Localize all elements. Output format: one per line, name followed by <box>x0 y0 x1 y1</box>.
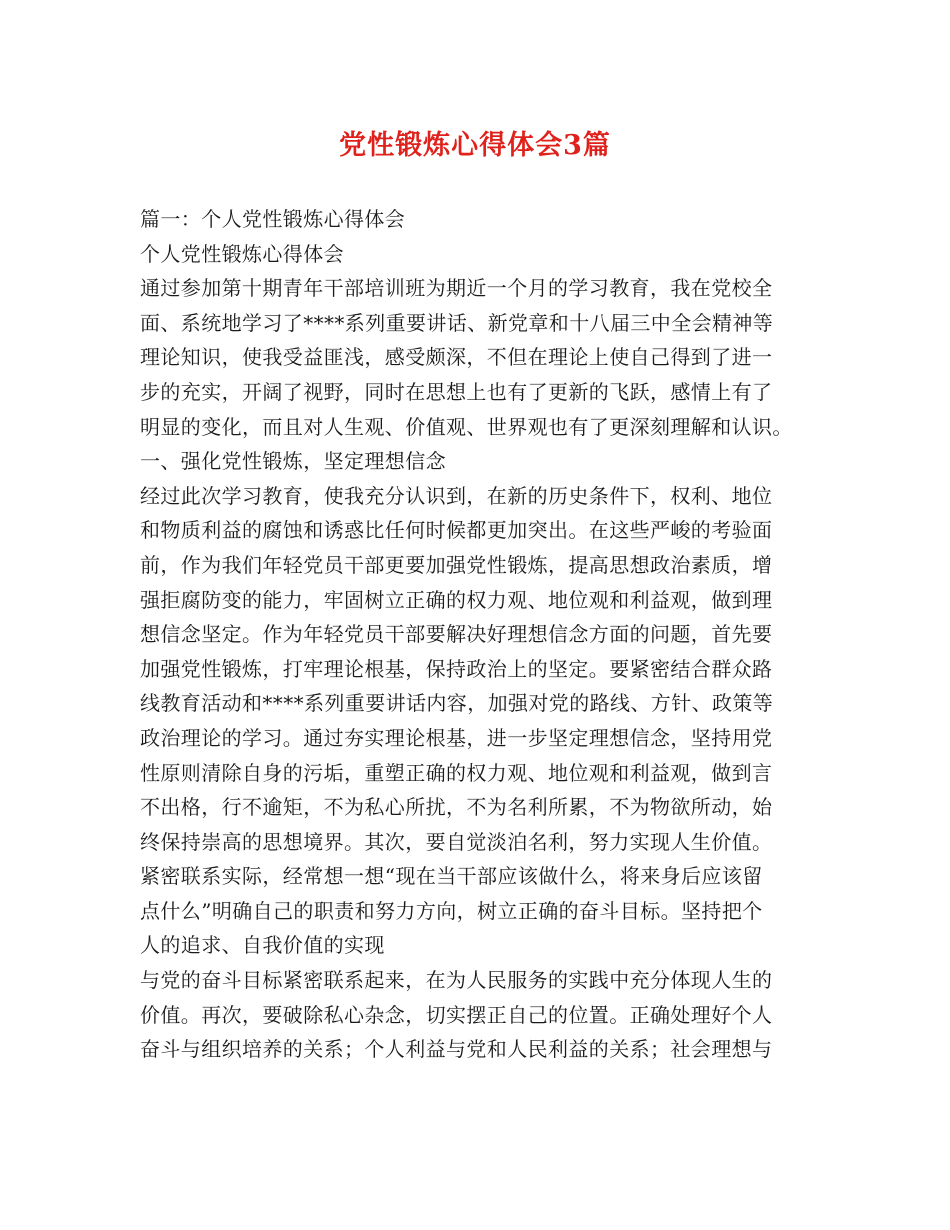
paragraph-line: 通过参加第十期青年干部培训班为期近一个月的学习教育，我在党校全 <box>140 276 773 301</box>
paragraph-line: 线教育活动和****系列重要讲话内容，加强对党的路线、方针、政策等 <box>140 691 774 716</box>
paragraph-line: 终保持崇高的思想境界。其次，要自觉淡泊名利，努力实现人生价值。 <box>140 829 773 854</box>
paragraph-line: 奋斗与组织培养的关系；个人利益与党和人民利益的关系；社会理想与 <box>140 1037 773 1062</box>
paragraph-line: 和物质利益的腐蚀和诱惑比任何时候都更加突出。在这些严峻的考验面 <box>140 518 773 543</box>
document-title: 党性锻炼心得体会3篇 <box>339 130 611 161</box>
paragraph-line: 强拒腐防变的能力，牢固树立正确的权力观、地位观和利益观，做到理 <box>140 587 773 612</box>
subsection-heading: 一、强化党性锻炼，坚定理想信念 <box>140 449 446 474</box>
paragraph-line: 理论知识，使我受益匪浅，感受颇深，不但在理论上使自己得到了进一 <box>140 345 773 370</box>
document-body <box>140 202 820 1067</box>
subtitle-line: 个人党性锻炼心得体会 <box>140 241 344 266</box>
paragraph-line: 与党的奋斗目标紧密联系起来，在为人民服务的实践中充分体现人生的 <box>140 968 773 993</box>
paragraph-line: 不出格，行不逾矩，不为私心所扰，不为名利所累，不为物欲所动，始 <box>140 795 773 820</box>
paragraph-line: 人的追求、自我价值的实现 <box>140 933 385 958</box>
paragraph-line: 经过此次学习教育，使我充分认识到，在新的历史条件下，权利、地位 <box>140 483 773 508</box>
paragraph-line: 前，作为我们年轻党员干部更要加强党性锻炼，提高思想政治素质，增 <box>140 552 773 577</box>
section-heading: 篇一：个人党性锻炼心得体会 <box>140 207 406 231</box>
paragraph-line: 想信念坚定。作为年轻党员干部要解决好理想信念方面的问题，首先要 <box>140 622 773 647</box>
paragraph-line: 价值。再次，要破除私心杂念，切实摆正自己的位置。正确处理好个人 <box>140 1002 773 1027</box>
paragraph-line: 性原则清除自身的污垢，重塑正确的权力观、地位观和利益观，做到言 <box>140 760 773 785</box>
paragraph-line: 步的充实，开阔了视野，同时在思想上也有了更新的飞跃，感情上有了 <box>140 379 773 404</box>
paragraph-line: 面、系统地学习了****系列重要讲话、新党章和十八届三中全会精神等 <box>140 310 774 335</box>
paragraph-line: 明显的变化，而且对人生观、价值观、世界观也有了更深刻理解和认识。 <box>140 414 793 439</box>
paragraph-line: 紧密联系实际，经常想一想“现在当干部应该做什么，将来身后应该留 <box>140 864 763 889</box>
paragraph-line: 加强党性锻炼，打牢理论根基，保持政治上的坚定。要紧密结合群众路 <box>140 656 773 681</box>
paragraph-line: 点什么”明确自己的职责和努力方向，树立正确的奋斗目标。坚持把个 <box>140 898 763 923</box>
paragraph-line: 政治理论的学习。通过夯实理论根基，进一步坚定理想信念，坚持用党 <box>140 725 773 750</box>
